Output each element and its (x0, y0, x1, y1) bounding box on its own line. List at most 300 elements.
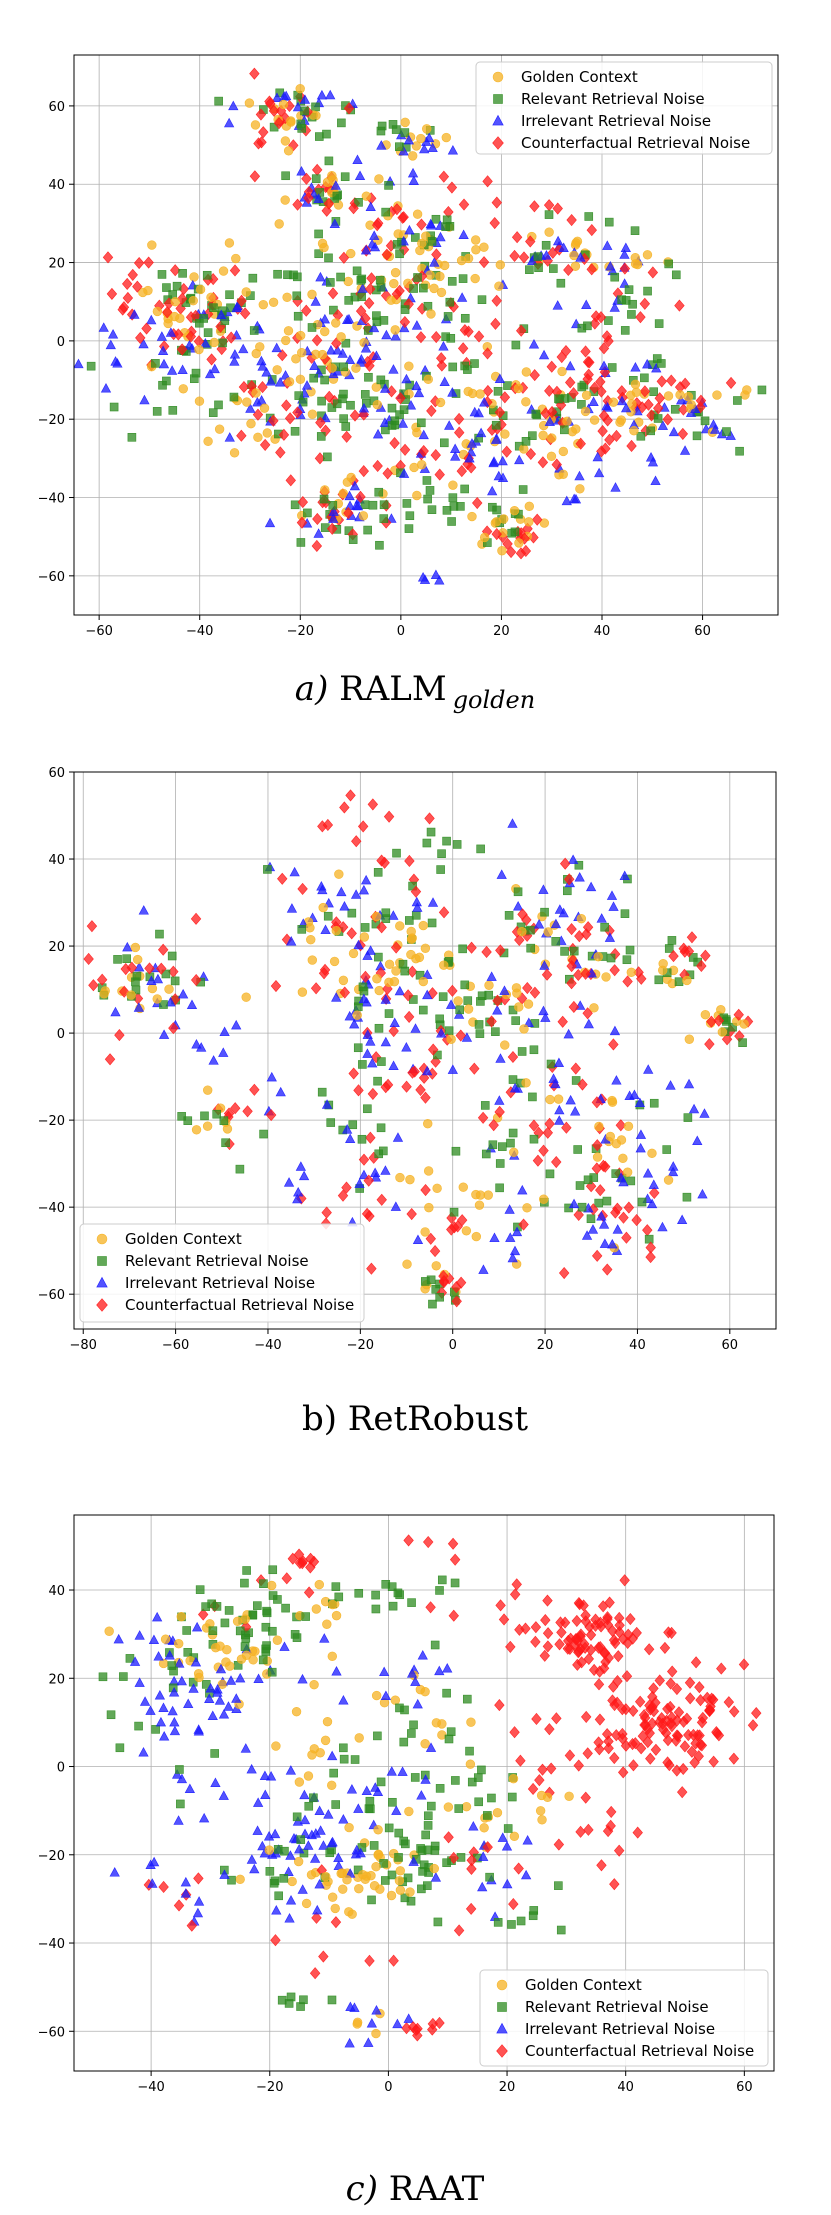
legend (480, 1970, 768, 2066)
point-square (236, 1165, 244, 1173)
point-circle (349, 949, 358, 958)
point-square (400, 1738, 408, 1746)
point-triangle (276, 1087, 285, 1096)
point-triangle (219, 1710, 228, 1719)
point-square (351, 1756, 359, 1764)
point-square (366, 1797, 374, 1805)
point-triangle (586, 882, 595, 891)
panel-caption (295, 669, 535, 714)
point-triangle (395, 986, 404, 995)
point-circle (648, 1149, 657, 1158)
point-circle (496, 260, 505, 269)
point-square (424, 495, 432, 503)
point-circle (283, 293, 292, 302)
point-triangle (498, 456, 507, 465)
point-square (611, 273, 619, 281)
point-square (487, 1794, 495, 1802)
point-square (627, 1177, 635, 1185)
point-square (525, 266, 533, 274)
point-diamond (145, 963, 155, 974)
point-diamond (532, 1713, 542, 1724)
point-square (436, 1015, 444, 1023)
point-circle (742, 386, 751, 395)
point-square (461, 485, 469, 493)
point-circle (602, 972, 611, 981)
point-diamond (726, 377, 736, 388)
point-triangle (389, 1061, 398, 1070)
x-tick-label: 0 (384, 2080, 393, 2095)
point-square (293, 1634, 301, 1642)
point-diamond (250, 171, 260, 182)
point-square (578, 324, 586, 332)
point-triangle (300, 1815, 309, 1824)
point-triangle (479, 1265, 488, 1274)
legend-marker-square (494, 95, 503, 104)
point-diamond (609, 1879, 619, 1890)
point-square (401, 306, 409, 314)
point-circle (618, 1154, 627, 1163)
point-circle (404, 1807, 413, 1816)
point-square (291, 427, 299, 435)
point-diamond (538, 1764, 548, 1775)
point-triangle (566, 361, 575, 370)
point-triangle (381, 1037, 390, 1046)
point-square (380, 501, 388, 509)
point-square (509, 1129, 517, 1137)
point-diamond (474, 331, 484, 342)
point-circle (687, 400, 696, 409)
point-square (482, 1150, 490, 1158)
point-circle (231, 254, 240, 263)
point-square (422, 1831, 430, 1839)
point-triangle (178, 365, 187, 374)
point-diamond (319, 1951, 329, 1962)
point-square (476, 997, 484, 1005)
point-square (406, 512, 414, 520)
point-square (219, 339, 227, 347)
point-triangle (159, 359, 168, 368)
point-diamond (479, 257, 489, 268)
point-square (192, 369, 200, 377)
point-square (377, 376, 385, 384)
point-triangle (457, 293, 466, 302)
point-triangle (443, 1664, 452, 1673)
point-triangle (607, 891, 616, 900)
point-square (549, 265, 557, 273)
point-circle (401, 118, 410, 127)
point-diamond (426, 1602, 436, 1613)
point-square (337, 119, 345, 127)
point-square (375, 488, 383, 496)
point-diamond (427, 405, 437, 416)
point-diamond (194, 1873, 204, 1884)
point-square (222, 1139, 230, 1147)
point-diamond (373, 460, 383, 471)
point-circle (308, 956, 317, 965)
point-square (297, 1836, 305, 1844)
point-diamond (243, 1106, 253, 1117)
point-circle (609, 398, 618, 407)
point-square (449, 363, 457, 371)
point-circle (275, 219, 284, 228)
point-square (449, 494, 457, 502)
point-square (354, 1003, 362, 1011)
point-square (644, 287, 652, 295)
point-triangle (566, 1095, 575, 1104)
point-circle (265, 1846, 274, 1855)
point-circle (164, 319, 173, 328)
point-circle (575, 484, 584, 493)
legend-marker-circle (497, 1980, 507, 1990)
point-square (298, 925, 306, 933)
point-square (266, 1867, 274, 1875)
point-diamond (646, 1242, 656, 1253)
point-square (570, 947, 578, 955)
point-square (560, 426, 568, 434)
point-circle (522, 368, 531, 377)
point-diamond (552, 1713, 562, 1724)
point-diamond (581, 346, 591, 357)
point-circle (242, 288, 251, 297)
point-circle (682, 976, 691, 985)
point-diamond (276, 447, 286, 458)
point-triangle (418, 1651, 427, 1660)
point-square (162, 284, 170, 292)
point-square (426, 486, 434, 494)
point-triangle (393, 1133, 402, 1142)
caption-main: RALM (339, 669, 447, 709)
point-square (576, 1182, 584, 1190)
point-circle (539, 1195, 548, 1204)
point-square (733, 396, 741, 404)
point-square (99, 1673, 107, 1681)
point-diamond (328, 288, 338, 299)
point-triangle (272, 343, 281, 352)
point-square (411, 233, 419, 241)
point-square (377, 1124, 385, 1132)
point-diamond (191, 913, 201, 924)
point-diamond (613, 1651, 623, 1662)
legend (476, 62, 772, 154)
point-circle (372, 912, 381, 921)
x-axis-ticks (85, 615, 710, 639)
x-tick-label: −40 (137, 2080, 165, 2095)
point-square (663, 1146, 671, 1154)
point-circle (133, 955, 142, 964)
point-triangle (99, 323, 108, 332)
point-diamond (709, 1756, 719, 1767)
point-circle (436, 272, 445, 281)
point-square (483, 1811, 491, 1819)
point-diamond (531, 1636, 541, 1647)
point-diamond (541, 1614, 551, 1625)
point-circle (520, 1024, 529, 1033)
point-triangle (316, 273, 325, 282)
point-square (625, 286, 633, 294)
point-square (176, 1800, 184, 1808)
point-circle (307, 1870, 316, 1879)
y-axis-ticks (38, 100, 74, 585)
point-diamond (705, 1039, 715, 1050)
point-triangle (392, 1806, 401, 1815)
point-diamond (571, 1063, 581, 1074)
point-square (320, 495, 328, 503)
point-square (328, 1996, 336, 2004)
point-diamond (739, 1659, 749, 1670)
point-triangle (315, 1806, 324, 1815)
point-diamond (400, 444, 410, 455)
legend-label: Irrelevant Retrieval Noise (125, 1274, 316, 1292)
y-tick-label: 60 (48, 99, 65, 115)
point-square (221, 1619, 229, 1627)
y-tick-label: −40 (37, 1937, 65, 1953)
point-circle (471, 1190, 480, 1199)
point-square (253, 1602, 261, 1610)
point-triangle (381, 1166, 390, 1175)
point-diamond (286, 475, 296, 486)
point-square (326, 1849, 334, 1857)
point-circle (444, 1803, 453, 1812)
point-square (295, 392, 303, 400)
point-triangle (339, 1815, 348, 1824)
point-square (377, 1778, 385, 1786)
point-diamond (565, 1750, 575, 1761)
point-square (498, 1143, 506, 1151)
point-square (428, 1300, 436, 1308)
point-circle (415, 246, 424, 255)
point-triangle (413, 1235, 422, 1244)
point-square (436, 1586, 444, 1594)
point-triangle (402, 374, 411, 383)
point-triangle (605, 933, 614, 942)
point-triangle (391, 1202, 400, 1211)
point-triangle (515, 455, 524, 464)
point-circle (439, 961, 448, 970)
point-square (260, 1130, 268, 1138)
point-diamond (340, 802, 350, 813)
point-square (353, 267, 361, 275)
point-circle (447, 1035, 456, 1044)
panel-caption (346, 2169, 485, 2209)
point-triangle (448, 146, 457, 155)
x-tick-label: −40 (254, 1338, 282, 1353)
point-diamond (402, 1081, 412, 1092)
point-triangle (219, 1791, 228, 1800)
point-diamond (542, 969, 552, 980)
point-circle (421, 944, 430, 953)
point-square (443, 1689, 451, 1697)
point-diamond (444, 1832, 454, 1843)
point-triangle (200, 1813, 209, 1822)
point-diamond (508, 1051, 518, 1062)
point-square (389, 1602, 397, 1610)
point-circle (509, 1148, 518, 1157)
point-square (578, 383, 586, 391)
point-circle (471, 236, 480, 245)
point-circle (343, 1875, 352, 1884)
point-square (152, 1725, 160, 1733)
point-square (393, 849, 401, 857)
point-square (445, 1735, 453, 1743)
point-triangle (194, 1897, 203, 1906)
point-square (310, 374, 318, 382)
legend (80, 1224, 364, 1322)
point-diamond (510, 250, 520, 261)
point-circle (430, 284, 439, 293)
point-square (379, 1147, 387, 1155)
y-tick-label: 20 (48, 940, 65, 956)
point-diamond (450, 1554, 460, 1565)
point-diamond (530, 370, 540, 381)
point-circle (432, 1261, 441, 1270)
point-circle (464, 254, 473, 263)
point-triangle (496, 1054, 505, 1063)
point-diamond (691, 1657, 701, 1668)
point-square (325, 254, 333, 262)
point-circle (230, 448, 239, 457)
point-square (595, 1199, 603, 1207)
point-diamond (619, 1212, 629, 1223)
point-triangle (600, 1239, 609, 1248)
point-circle (391, 268, 400, 277)
point-diamond (405, 855, 415, 866)
point-triangle (296, 1162, 305, 1171)
point-square (461, 981, 469, 989)
point-triangle (498, 1833, 507, 1842)
point-square (447, 1728, 455, 1736)
point-square (358, 293, 366, 301)
point-circle (204, 437, 213, 446)
point-triangle (597, 914, 606, 923)
point-diamond (695, 1682, 705, 1693)
point-diamond (545, 1724, 555, 1735)
point-circle (630, 426, 639, 435)
point-triangle (159, 1030, 168, 1039)
point-circle (594, 1122, 603, 1131)
point-triangle (610, 1026, 619, 1035)
point-square (380, 515, 388, 523)
point-square (340, 363, 348, 371)
point-square (526, 926, 534, 934)
point-square (522, 437, 530, 445)
point-triangle (298, 1675, 307, 1684)
point-square (332, 1583, 340, 1591)
point-square (315, 230, 323, 238)
point-triangle (553, 301, 562, 310)
point-diamond (666, 375, 676, 386)
point-circle (322, 1620, 331, 1629)
x-tick-label: 0 (448, 1338, 457, 1353)
point-circle (391, 1696, 400, 1705)
y-tick-label: 0 (56, 1760, 65, 1776)
point-diamond (128, 269, 138, 280)
x-tick-label: 0 (396, 624, 405, 639)
point-triangle (123, 942, 132, 951)
point-circle (590, 1003, 599, 1012)
point-circle (331, 1904, 340, 1913)
point-diamond (558, 1016, 568, 1027)
point-diamond (642, 1225, 652, 1236)
point-square (471, 360, 479, 368)
y-tick-label: 0 (56, 334, 65, 350)
point-circle (404, 362, 413, 371)
point-square (209, 304, 217, 312)
point-square (382, 915, 390, 923)
point-triangle (159, 1703, 168, 1712)
point-triangle (297, 167, 306, 176)
point-diamond (628, 1705, 638, 1716)
point-triangle (669, 1162, 678, 1171)
point-triangle (232, 1694, 241, 1703)
point-diamond (623, 976, 633, 987)
point-triangle (428, 898, 437, 907)
legend-marker-square (498, 2003, 507, 2012)
point-square (489, 1141, 497, 1149)
point-triangle (299, 1171, 308, 1180)
point-diamond (633, 1827, 643, 1838)
point-square (240, 1579, 248, 1587)
point-triangle (413, 1699, 422, 1708)
legend-label: Relevant Retrieval Noise (521, 90, 705, 108)
point-square (445, 1027, 453, 1035)
point-diamond (107, 288, 117, 299)
point-diamond (685, 1693, 695, 1704)
point-triangle (304, 1841, 313, 1850)
point-square (410, 1721, 418, 1729)
point-square (373, 1732, 381, 1740)
point-circle (273, 365, 282, 374)
point-diamond (551, 1156, 561, 1167)
legend-label: Golden Context (521, 68, 638, 86)
point-triangle (155, 1691, 164, 1700)
point-circle (454, 997, 463, 1006)
point-diamond (604, 1743, 614, 1754)
point-square (638, 1198, 646, 1206)
point-diamond (543, 1127, 553, 1138)
point-circle (617, 416, 626, 425)
point-square (184, 1117, 192, 1125)
point-circle (423, 1119, 432, 1128)
point-square (701, 417, 709, 425)
point-square (436, 1293, 444, 1301)
point-square (427, 828, 435, 836)
y-tick-label: −40 (37, 491, 65, 507)
point-circle (514, 384, 523, 393)
point-circle (643, 250, 652, 259)
point-square (335, 1593, 343, 1601)
point-circle (539, 431, 548, 440)
point-triangle (332, 1667, 341, 1676)
point-circle (623, 1168, 632, 1177)
point-square (547, 1060, 555, 1068)
point-diamond (622, 1671, 632, 1682)
point-circle (355, 1733, 364, 1742)
point-diamond (425, 813, 435, 824)
point-circle (396, 1886, 405, 1895)
point-triangle (370, 1168, 379, 1177)
point-square (424, 1812, 432, 1820)
point-diamond (467, 942, 477, 953)
point-square (312, 103, 320, 111)
point-triangle (693, 1136, 702, 1145)
point-triangle (355, 1179, 364, 1188)
point-circle (537, 1791, 546, 1800)
point-square (364, 526, 372, 534)
point-diamond (454, 1925, 464, 1936)
point-circle (353, 2018, 362, 2027)
point-triangle (168, 1706, 177, 1715)
point-diamond (431, 449, 441, 460)
